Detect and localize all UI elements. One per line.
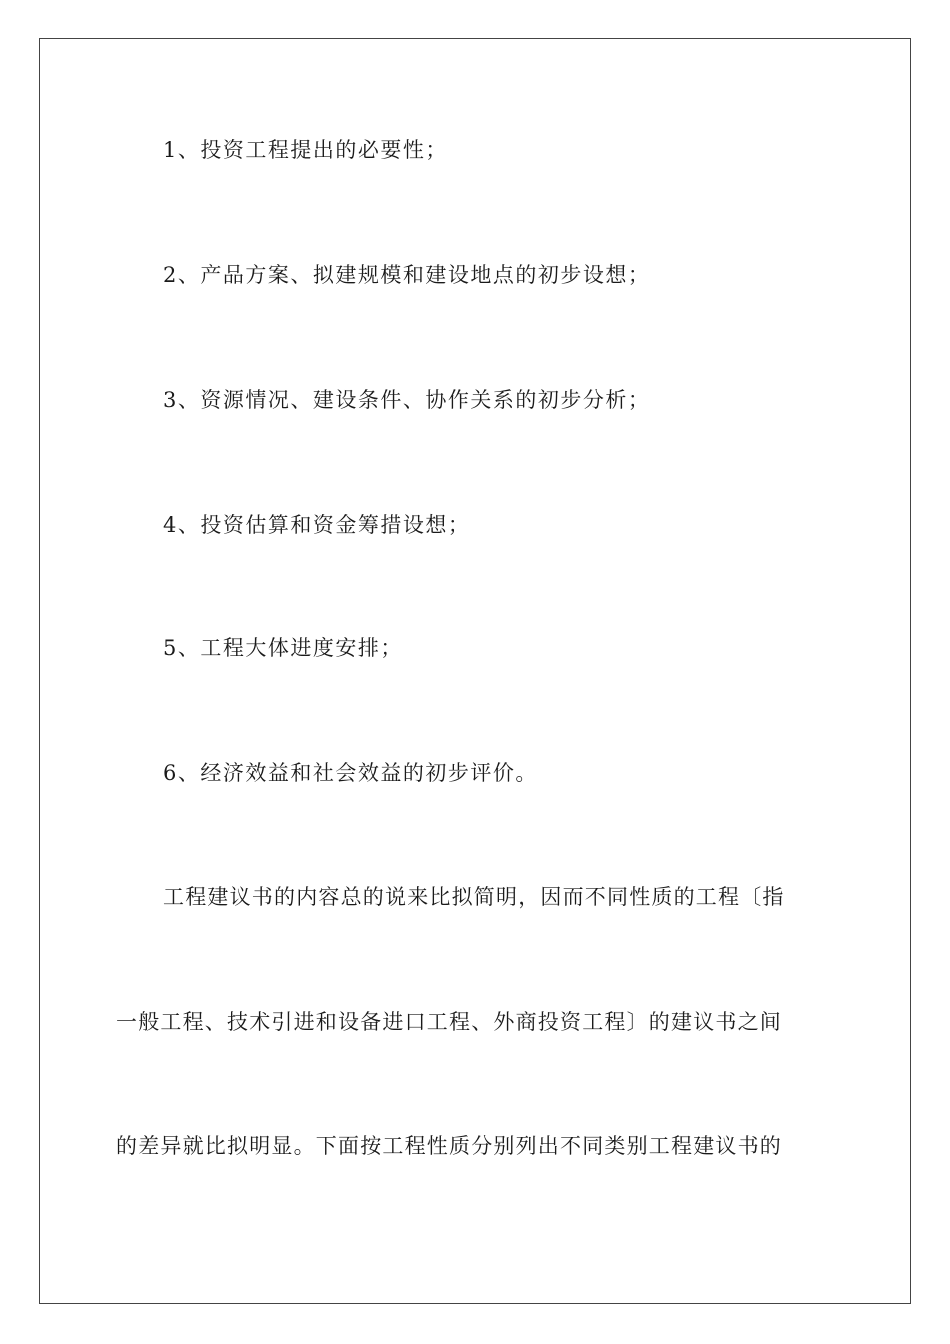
list-item-3: 3、资源情况、建设条件、协作关系的初步分析； bbox=[163, 388, 651, 412]
list-item-1: 1、投资工程提出的必要性； bbox=[163, 138, 448, 162]
list-item-6: 6、经济效益和社会效益的初步评价。 bbox=[163, 761, 538, 785]
list-item-5: 5、工程大体进度安排； bbox=[163, 636, 403, 660]
page-border bbox=[39, 38, 911, 1304]
list-item-2: 2、产品方案、拟建规模和建设地点的初步设想； bbox=[163, 263, 651, 287]
paragraph-line-3: 的差异就比拟明显。下面按工程性质分别列出不同类别工程建议书的 bbox=[116, 1134, 782, 1158]
paragraph-line-1: 工程建议书的内容总的说来比拟简明，因而不同性质的工程〔指 bbox=[163, 885, 785, 909]
paragraph-line-2: 一般工程、技术引进和设备进口工程、外商投资工程〕的建议书之间 bbox=[116, 1010, 782, 1034]
list-item-4: 4、投资估算和资金筹措设想； bbox=[163, 513, 471, 537]
